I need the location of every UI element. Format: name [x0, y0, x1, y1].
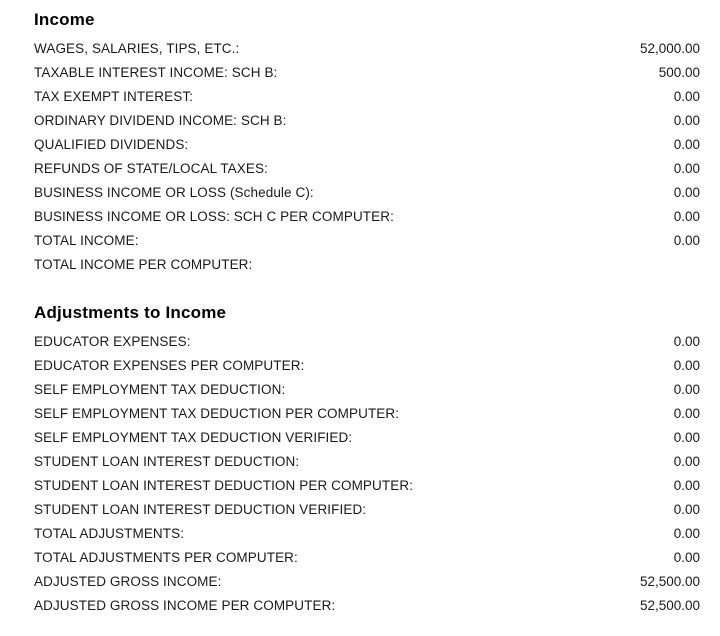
row-label: SELF EMPLOYMENT TAX DEDUCTION:: [34, 382, 286, 397]
row-value: 0.00: [673, 334, 700, 349]
row-label: BUSINESS INCOME OR LOSS: SCH C PER COMPUTER:: [34, 209, 394, 224]
row-label: EDUCATOR EXPENSES PER COMPUTER:: [34, 358, 305, 373]
row-value: 0.00: [673, 209, 700, 224]
row-label: TOTAL INCOME PER COMPUTER:: [34, 257, 253, 272]
transcript-row: [34, 522, 700, 546]
row-value: 0.00: [673, 185, 700, 200]
row-label: STUDENT LOAN INTEREST DEDUCTION:: [34, 454, 300, 469]
transcript-row: [34, 205, 700, 229]
row-label: ADJUSTED GROSS INCOME PER COMPUTER:: [34, 598, 336, 613]
row-value: 0.00: [673, 406, 700, 421]
row-label: REFUNDS OF STATE/LOCAL TAXES:: [34, 161, 268, 176]
transcript-row: [34, 426, 700, 450]
row-label: WAGES, SALARIES, TIPS, ETC.:: [34, 41, 240, 56]
row-value: 0.00: [673, 137, 700, 152]
row-value: 500.00: [658, 65, 700, 80]
row-label: QUALIFIED DIVIDENDS:: [34, 137, 189, 152]
row-label: TOTAL ADJUSTMENTS:: [34, 526, 185, 541]
row-label: SELF EMPLOYMENT TAX DEDUCTION PER COMPUTER:: [34, 406, 400, 421]
row-value: 52,500.00: [639, 598, 700, 613]
row-value: 0.00: [673, 161, 700, 176]
row-value: 0.00: [673, 502, 700, 517]
row-label: SELF EMPLOYMENT TAX DEDUCTION VERIFIED:: [34, 430, 353, 445]
transcript-row: [34, 181, 700, 205]
transcript-row: [34, 157, 700, 181]
row-label: TAXABLE INTEREST INCOME: SCH B:: [34, 65, 278, 80]
transcript-row: [34, 450, 700, 474]
transcript-row: [34, 253, 700, 277]
transcript-row: [34, 109, 700, 133]
transcript-row: [34, 498, 700, 522]
transcript-row: [34, 378, 700, 402]
adjustments-section: [34, 303, 700, 618]
transcript-row: [34, 85, 700, 109]
transcript-row: [34, 133, 700, 157]
row-value: 0.00: [673, 526, 700, 541]
adjustments-rows: [34, 330, 700, 618]
row-value: 0.00: [673, 89, 700, 104]
income-section: [34, 10, 700, 277]
row-label: STUDENT LOAN INTEREST DEDUCTION PER COMPUTER:: [34, 478, 414, 493]
row-label: TAX EXEMPT INTEREST:: [34, 89, 194, 104]
row-label: STUDENT LOAN INTEREST DEDUCTION VERIFIED:: [34, 502, 367, 517]
row-value: 0.00: [673, 358, 700, 373]
row-value: 0.00: [673, 430, 700, 445]
transcript-row: [34, 37, 700, 61]
row-value: 0.00: [673, 478, 700, 493]
transcript-row: [34, 61, 700, 85]
transcript-row: [34, 474, 700, 498]
transcript-row: [34, 354, 700, 378]
row-label: TOTAL INCOME:: [34, 233, 139, 248]
row-label: ADJUSTED GROSS INCOME:: [34, 574, 222, 589]
row-value: 0.00: [673, 382, 700, 397]
row-value: 0.00: [673, 454, 700, 469]
row-value: 52,500.00: [639, 574, 700, 589]
row-label: BUSINESS INCOME OR LOSS (Schedule C):: [34, 185, 314, 200]
row-value: 0.00: [673, 233, 700, 248]
income-section-title: Income: [34, 10, 95, 29]
transcript-row: [34, 546, 700, 570]
income-rows: [34, 37, 700, 277]
row-value: 0.00: [673, 113, 700, 128]
adjustments-section-title: Adjustments to Income: [34, 303, 227, 322]
transcript-row: [34, 229, 700, 253]
transcript-row: [34, 594, 700, 618]
transcript-row: [34, 402, 700, 426]
row-value: 0.00: [673, 550, 700, 565]
row-label: EDUCATOR EXPENSES:: [34, 334, 191, 349]
transcript-row: [34, 330, 700, 354]
transcript-row: [34, 570, 700, 594]
row-value: 52,000.00: [639, 41, 700, 56]
row-label: ORDINARY DIVIDEND INCOME: SCH B:: [34, 113, 287, 128]
row-label: TOTAL ADJUSTMENTS PER COMPUTER:: [34, 550, 298, 565]
